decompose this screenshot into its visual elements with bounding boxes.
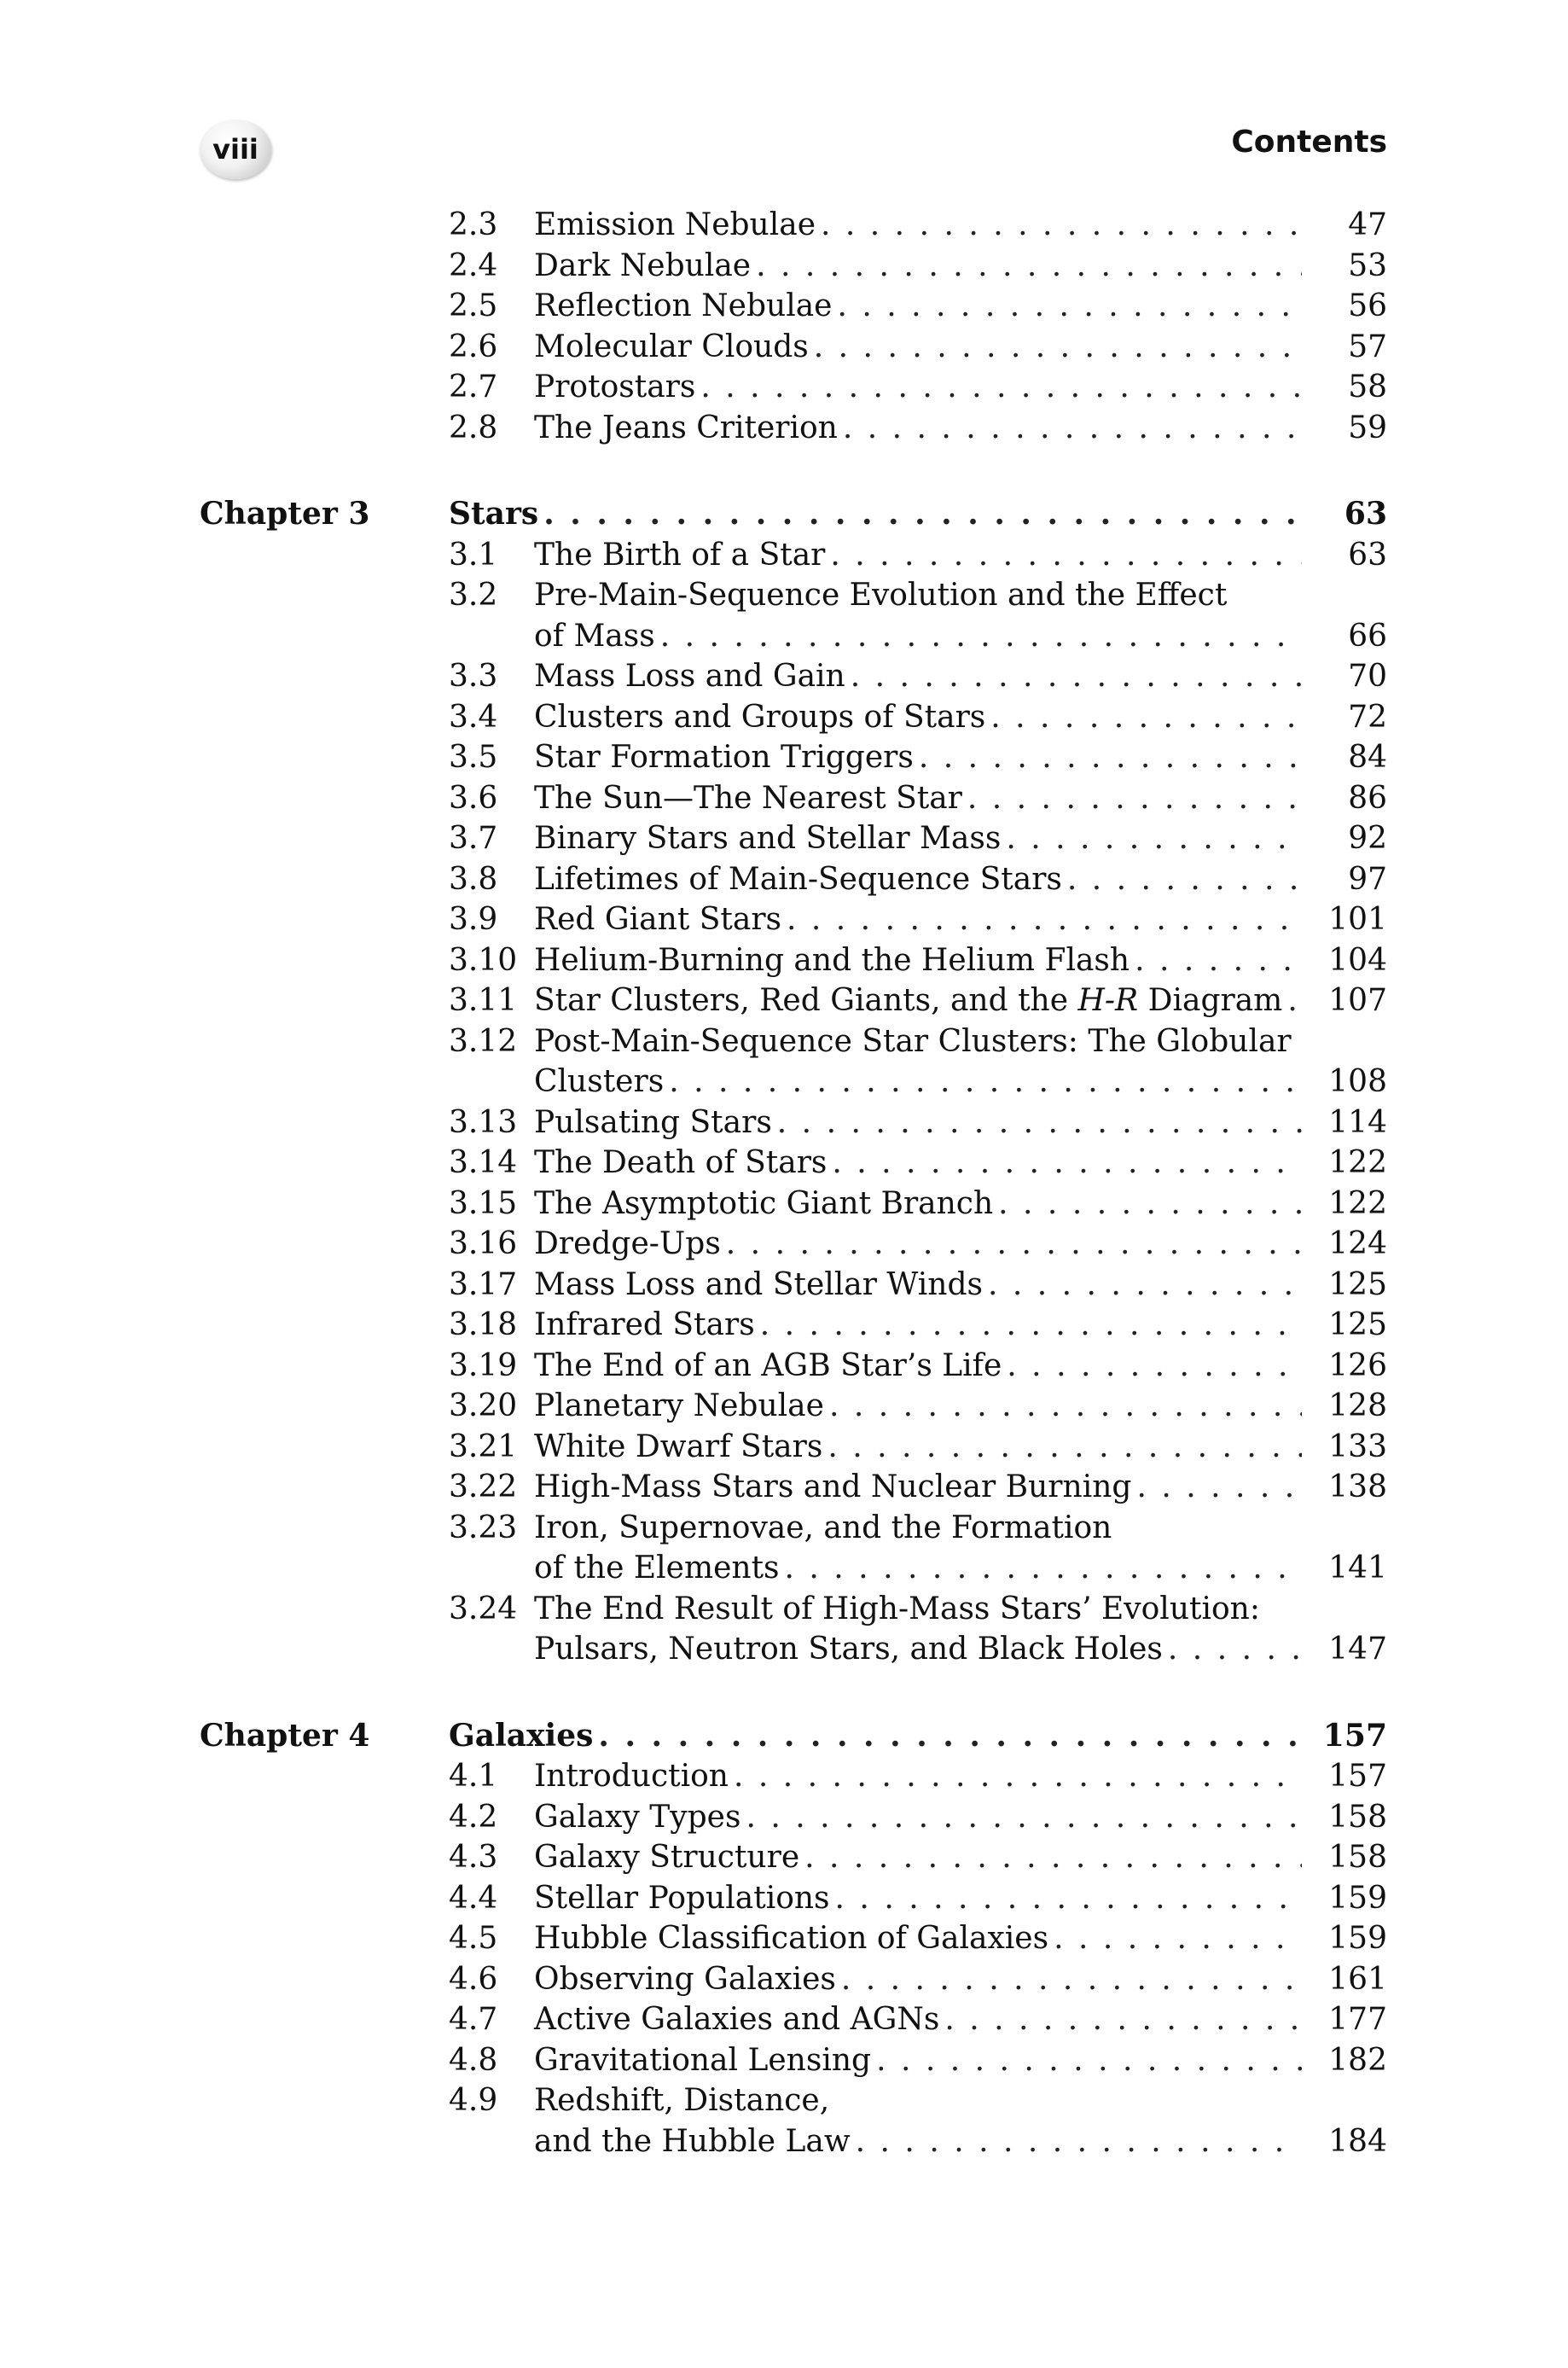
page-ref: 158 bbox=[1328, 1840, 1387, 1875]
leader-dots bbox=[746, 1797, 1302, 1838]
page-header bbox=[200, 119, 1387, 188]
table-of-contents bbox=[0, 205, 1568, 2161]
chapter-title-entry[interactable] bbox=[0, 494, 1568, 535]
section-title-line-1: Iron, Supernovae, and the Formation bbox=[534, 1510, 1112, 1545]
section-number: 4.6 bbox=[449, 1961, 498, 1997]
page-number-badge bbox=[200, 119, 271, 179]
section-title: Protostars bbox=[534, 369, 696, 404]
section-number: 3.13 bbox=[449, 1104, 518, 1140]
leader-dots bbox=[1054, 1918, 1302, 1959]
page-ref: 66 bbox=[1348, 618, 1387, 654]
section-title: Star Clusters, Red Giants, and the H-R Diagram bbox=[534, 983, 1283, 1018]
section-title: Mass Loss and Gain bbox=[534, 659, 845, 694]
leader-dots bbox=[851, 656, 1302, 697]
section-number: 3.3 bbox=[449, 659, 498, 694]
section-number: 4.3 bbox=[449, 1840, 498, 1875]
section-title: Reflection Nebulae bbox=[534, 288, 833, 323]
toc-entry[interactable] bbox=[0, 1837, 1568, 1878]
leader-dots bbox=[660, 616, 1302, 657]
page-ref: 97 bbox=[1348, 861, 1387, 897]
page-ref: 133 bbox=[1328, 1428, 1387, 1464]
page-ref: 122 bbox=[1328, 1185, 1387, 1221]
toc-entry[interactable] bbox=[0, 246, 1568, 287]
leader-dots bbox=[838, 286, 1303, 327]
section-title: Stellar Populations bbox=[534, 1880, 830, 1916]
toc-entry[interactable] bbox=[0, 1589, 1568, 1670]
toc-entry[interactable] bbox=[0, 1305, 1568, 1346]
section-title: Galaxy Structure bbox=[534, 1840, 800, 1875]
section-title-line-1: Redshift, Distance, bbox=[534, 2083, 830, 2118]
toc-entry[interactable] bbox=[0, 1959, 1568, 2000]
leader-dots bbox=[829, 1386, 1302, 1427]
section-number: 3.21 bbox=[449, 1428, 518, 1464]
section-number: 3.8 bbox=[449, 861, 498, 897]
toc-entry[interactable] bbox=[0, 327, 1568, 368]
section-title-line-2: of the Elements bbox=[534, 1551, 780, 1585]
toc-entry[interactable] bbox=[0, 1265, 1568, 1306]
toc-entry[interactable] bbox=[0, 1021, 1568, 1103]
chapter-4 bbox=[0, 1716, 1568, 2162]
leader-dots bbox=[835, 1878, 1302, 1919]
chapter-3 bbox=[0, 494, 1568, 1670]
toc-entry[interactable] bbox=[0, 2040, 1568, 2081]
section-number: 3.19 bbox=[449, 1347, 518, 1383]
section-title: The Jeans Criterion bbox=[534, 410, 838, 445]
section-title: Mass Loss and Stellar Winds bbox=[534, 1266, 983, 1302]
section-title-line-1: The End Result of High-Mass Stars’ Evolution: bbox=[534, 1591, 1260, 1626]
section-number: 3.23 bbox=[449, 1510, 518, 1545]
leader-dots bbox=[756, 246, 1302, 287]
toc-entry[interactable] bbox=[0, 980, 1568, 1021]
running-title: Contents bbox=[1231, 125, 1387, 160]
page-ref: 138 bbox=[1328, 1469, 1387, 1504]
leader-dots bbox=[919, 737, 1302, 778]
toc-entry[interactable] bbox=[0, 1346, 1568, 1387]
section-number: 2.5 bbox=[449, 288, 498, 323]
page-ref: 57 bbox=[1348, 329, 1387, 364]
toc-entry[interactable] bbox=[0, 1143, 1568, 1184]
toc-entry[interactable] bbox=[0, 859, 1568, 900]
chapter-label: Chapter 3 bbox=[200, 496, 370, 532]
section-number: 3.5 bbox=[449, 740, 498, 775]
section-number: 3.12 bbox=[449, 1023, 518, 1059]
page-ref: 161 bbox=[1328, 1961, 1387, 1997]
page-ref: 126 bbox=[1328, 1347, 1387, 1383]
leader-dots bbox=[1067, 859, 1302, 900]
section-title-line-2: of Mass bbox=[534, 618, 655, 654]
page-ref: 177 bbox=[1328, 2002, 1387, 2037]
section-title: Observing Galaxies bbox=[534, 1961, 836, 1997]
section-title-line-1: Pre-Main-Sequence Evolution and the Effect bbox=[534, 578, 1228, 613]
leader-dots bbox=[1007, 1346, 1302, 1387]
section-number: 3.17 bbox=[449, 1266, 518, 1302]
leader-dots bbox=[821, 205, 1302, 246]
toc-entry[interactable] bbox=[0, 1224, 1568, 1265]
section-title: Active Galaxies and AGNs bbox=[534, 2002, 940, 2037]
section-number: 2.6 bbox=[449, 329, 498, 364]
section-number: 3.15 bbox=[449, 1185, 518, 1221]
page-ref: 125 bbox=[1328, 1266, 1387, 1302]
section-number: 4.2 bbox=[449, 1799, 498, 1835]
leader-dots bbox=[876, 2040, 1302, 2081]
page-ref: 159 bbox=[1328, 1880, 1387, 1916]
leader-dots bbox=[841, 1959, 1302, 2000]
page-ref: 157 bbox=[1328, 1759, 1387, 1794]
page-ref: 84 bbox=[1348, 740, 1387, 775]
toc-entry[interactable] bbox=[0, 778, 1568, 819]
page-ref: 108 bbox=[1328, 1064, 1387, 1099]
toc-entry[interactable] bbox=[0, 697, 1568, 738]
section-number: 3.1 bbox=[449, 537, 498, 573]
leader-dots bbox=[828, 1427, 1302, 1468]
leader-dots bbox=[1168, 1629, 1302, 1670]
section-title: Gravitational Lensing bbox=[534, 2042, 872, 2078]
leader-dots bbox=[1135, 940, 1302, 981]
section-number: 3.7 bbox=[449, 821, 498, 856]
page-ref: 101 bbox=[1328, 902, 1387, 937]
toc-entry[interactable] bbox=[0, 2080, 1568, 2161]
page-number: viii bbox=[212, 133, 258, 166]
section-number: 3.6 bbox=[449, 780, 498, 816]
page-ref: 47 bbox=[1348, 207, 1387, 242]
leader-dots bbox=[814, 327, 1302, 368]
section-title: High-Mass Stars and Nuclear Burning bbox=[534, 1469, 1132, 1504]
toc-entry[interactable] bbox=[0, 535, 1568, 576]
leader-dots bbox=[830, 535, 1302, 576]
toc-entry[interactable] bbox=[0, 1999, 1568, 2040]
toc-entry[interactable] bbox=[0, 818, 1568, 859]
leader-dots bbox=[804, 1837, 1302, 1878]
section-title: The Asymptotic Giant Branch bbox=[534, 1185, 994, 1221]
toc-entry[interactable] bbox=[0, 1467, 1568, 1508]
section-title: The End of an AGB Star’s Life bbox=[534, 1347, 1002, 1383]
leader-dots bbox=[990, 697, 1302, 738]
page-ref: 147 bbox=[1328, 1632, 1387, 1667]
section-title: The Sun—The Nearest Star bbox=[534, 780, 962, 816]
section-number: 3.18 bbox=[449, 1307, 518, 1342]
chapter-title: Galaxies bbox=[449, 1717, 594, 1754]
page-ref: 86 bbox=[1348, 780, 1387, 816]
section-number: 3.14 bbox=[449, 1145, 518, 1180]
section-number: 3.20 bbox=[449, 1388, 518, 1423]
toc-entry[interactable] bbox=[0, 1878, 1568, 1919]
section-number: 4.4 bbox=[449, 1880, 498, 1916]
toc-entry[interactable] bbox=[0, 1756, 1568, 1797]
section-title-line-2: and the Hubble Law bbox=[534, 2123, 851, 2159]
page-ref: 56 bbox=[1348, 288, 1387, 323]
section-title: Dredge-Ups bbox=[534, 1226, 721, 1261]
toc-entry[interactable] bbox=[0, 1918, 1568, 1959]
toc-entry[interactable] bbox=[0, 737, 1568, 778]
page-ref: 63 bbox=[1344, 496, 1387, 532]
leader-dots bbox=[543, 494, 1302, 535]
section-title: Emission Nebulae bbox=[534, 207, 816, 242]
toc-entry[interactable] bbox=[0, 367, 1568, 408]
toc-entry[interactable] bbox=[0, 205, 1568, 246]
section-title: Lifetimes of Main-Sequence Stars bbox=[534, 861, 1062, 897]
page-ref: 59 bbox=[1348, 410, 1387, 445]
section-title: Molecular Clouds bbox=[534, 329, 809, 364]
leader-dots bbox=[832, 1143, 1302, 1184]
leader-dots bbox=[843, 408, 1302, 449]
section-title-line-2: Pulsars, Neutron Stars, and Black Holes bbox=[534, 1632, 1163, 1667]
page-ref: 159 bbox=[1328, 1921, 1387, 1956]
page-ref: 128 bbox=[1328, 1388, 1387, 1423]
toc-entry[interactable] bbox=[0, 899, 1568, 940]
section-title: Pulsating Stars bbox=[534, 1104, 772, 1140]
page-ref: 58 bbox=[1348, 369, 1387, 404]
leader-dots bbox=[777, 1103, 1302, 1143]
section-title: Galaxy Types bbox=[534, 1799, 741, 1835]
toc-entry[interactable] bbox=[0, 656, 1568, 697]
leader-dots bbox=[998, 1184, 1302, 1225]
leader-dots bbox=[988, 1265, 1302, 1306]
section-number: 2.7 bbox=[449, 369, 498, 404]
section-title-line-1: Post-Main-Sequence Star Clusters: The Globular bbox=[534, 1023, 1292, 1059]
toc-entry[interactable] bbox=[0, 940, 1568, 981]
leader-dots bbox=[1006, 818, 1302, 859]
page-ref: 158 bbox=[1328, 1799, 1387, 1835]
page-ref: 184 bbox=[1328, 2123, 1387, 2159]
section-title: The Birth of a Star bbox=[534, 537, 826, 573]
section-number: 4.1 bbox=[449, 1759, 498, 1794]
section-number: 3.10 bbox=[449, 942, 518, 978]
toc-entry[interactable] bbox=[0, 286, 1568, 327]
toc-entry[interactable] bbox=[0, 1427, 1568, 1468]
chapter-title: Stars bbox=[449, 496, 539, 532]
toc-entry[interactable] bbox=[0, 1184, 1568, 1225]
chapter-label: Chapter 4 bbox=[200, 1717, 370, 1754]
toc-entry[interactable] bbox=[0, 1386, 1568, 1427]
section-title: Helium-Burning and the Helium Flash bbox=[534, 942, 1130, 978]
toc-entry[interactable] bbox=[0, 1797, 1568, 1838]
leader-dots bbox=[967, 778, 1302, 819]
page-ref: 107 bbox=[1328, 983, 1387, 1018]
page-ref: 125 bbox=[1328, 1307, 1387, 1342]
section-title: Red Giant Stars bbox=[534, 902, 782, 937]
section-number: 4.7 bbox=[449, 2002, 498, 2037]
section-number: 3.4 bbox=[449, 699, 498, 735]
toc-entry[interactable] bbox=[0, 408, 1568, 449]
section-number: 2.3 bbox=[449, 207, 498, 242]
leader-dots bbox=[1287, 980, 1302, 1021]
leader-dots bbox=[598, 1716, 1302, 1757]
leader-dots bbox=[669, 1062, 1302, 1103]
section-title: White Dwarf Stars bbox=[534, 1428, 823, 1464]
section-title: The Death of Stars bbox=[534, 1145, 828, 1180]
page-ref: 114 bbox=[1328, 1104, 1387, 1140]
leader-dots bbox=[734, 1756, 1302, 1797]
page-ref: 53 bbox=[1348, 247, 1387, 283]
section-title: Binary Stars and Stellar Mass bbox=[534, 821, 1002, 856]
chapter-title-entry[interactable] bbox=[0, 1716, 1568, 1757]
section-number: 2.4 bbox=[449, 247, 498, 283]
section-title: Dark Nebulae bbox=[534, 247, 752, 283]
leader-dots bbox=[787, 899, 1302, 940]
section-number: 3.16 bbox=[449, 1226, 518, 1261]
leader-dots bbox=[785, 1548, 1302, 1589]
page-ref: 72 bbox=[1348, 699, 1387, 735]
leader-dots bbox=[856, 2121, 1302, 2162]
page-ref: 104 bbox=[1328, 942, 1387, 978]
toc-entry[interactable] bbox=[0, 1508, 1568, 1589]
section-title: Hubble Classification of Galaxies bbox=[534, 1921, 1049, 1956]
section-number: 3.24 bbox=[449, 1591, 518, 1626]
section-title: Infrared Stars bbox=[534, 1307, 755, 1342]
section-number: 4.5 bbox=[449, 1921, 498, 1956]
page-ref: 92 bbox=[1348, 821, 1387, 856]
section-number: 3.9 bbox=[449, 902, 498, 937]
section-number: 4.8 bbox=[449, 2042, 498, 2078]
toc-entry[interactable] bbox=[0, 1103, 1568, 1143]
section-title-line-2: Clusters bbox=[534, 1064, 665, 1099]
leader-dots bbox=[1136, 1467, 1302, 1508]
section-number: 3.22 bbox=[449, 1469, 518, 1504]
leader-dots bbox=[760, 1305, 1302, 1346]
section-title: Clusters and Groups of Stars bbox=[534, 699, 986, 735]
page-ref: 157 bbox=[1322, 1717, 1387, 1754]
page-ref: 182 bbox=[1328, 2042, 1387, 2078]
section-number: 4.9 bbox=[449, 2083, 498, 2118]
section-number: 2.8 bbox=[449, 410, 498, 445]
section-title: Introduction bbox=[534, 1759, 729, 1794]
section-number: 3.11 bbox=[449, 983, 518, 1018]
leader-dots bbox=[944, 1999, 1302, 2040]
section-number: 3.2 bbox=[449, 578, 498, 613]
toc-entry[interactable] bbox=[0, 575, 1568, 656]
leader-dots bbox=[700, 367, 1302, 408]
page-ref: 124 bbox=[1328, 1226, 1387, 1261]
chapter-2-continuation bbox=[0, 205, 1568, 448]
page-ref: 122 bbox=[1328, 1145, 1387, 1180]
leader-dots bbox=[726, 1224, 1302, 1265]
section-title: Planetary Nebulae bbox=[534, 1388, 824, 1423]
page-ref: 70 bbox=[1348, 659, 1387, 694]
page-ref: 141 bbox=[1328, 1551, 1387, 1585]
section-title: Star Formation Triggers bbox=[534, 740, 914, 775]
page-ref: 63 bbox=[1348, 537, 1387, 573]
